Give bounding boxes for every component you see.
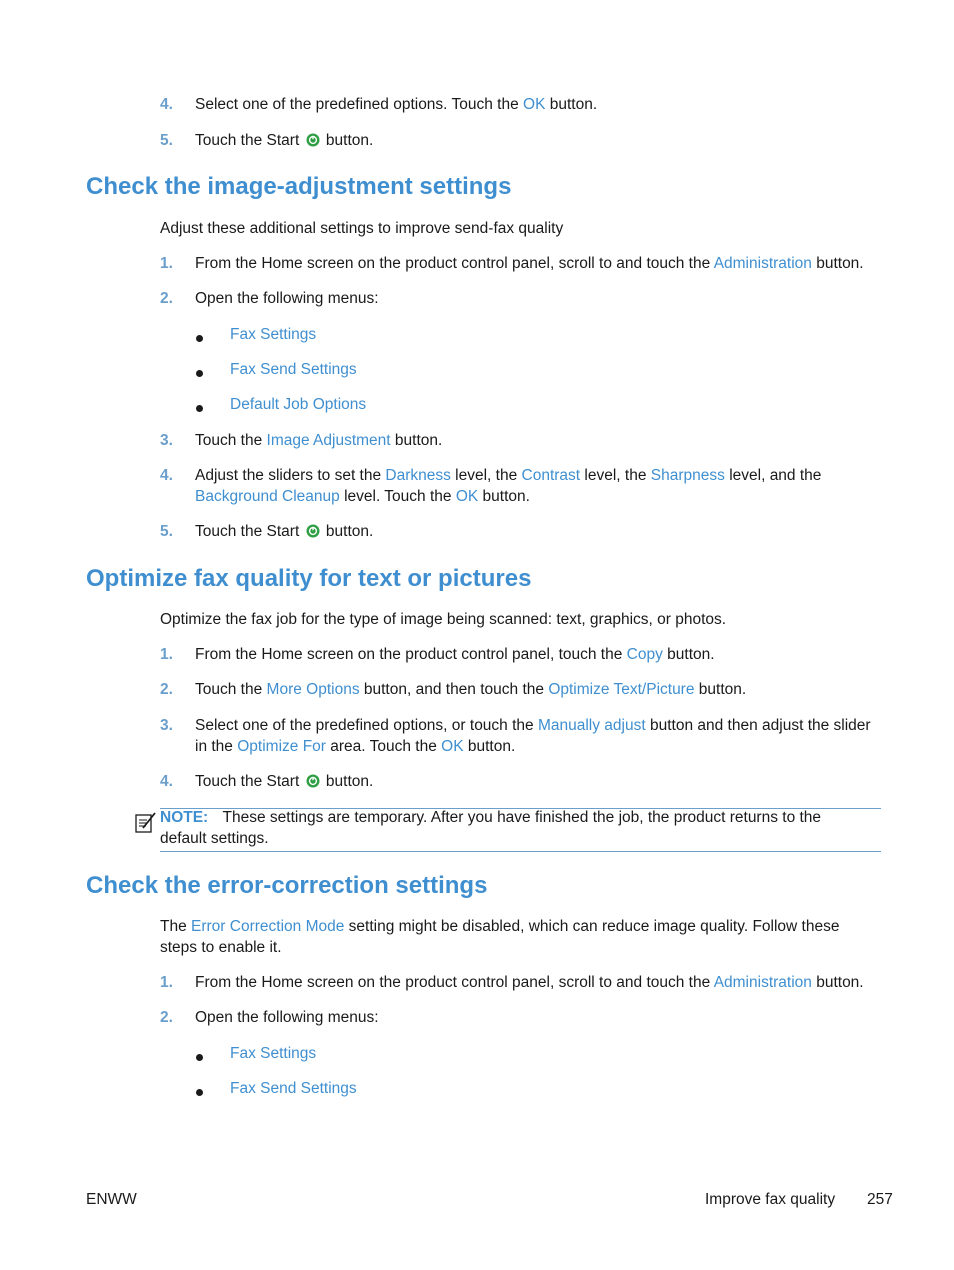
step-text: [195, 521, 373, 542]
menu-item-link[interactable]: Fax Send Settings: [230, 361, 357, 378]
ui-term-link[interactable]: More Options: [266, 681, 360, 698]
step-number: 1.: [160, 255, 173, 272]
text-run: button.: [662, 646, 715, 663]
menu-item-link[interactable]: Fax Send Settings: [230, 1080, 357, 1097]
page-number: 257: [867, 1191, 893, 1208]
note-icon: [134, 810, 158, 839]
ui-term-link[interactable]: OK: [523, 96, 546, 113]
step-text: [195, 972, 864, 993]
text-run: setting might be disabled, which can reduce image quality. Follow these: [344, 918, 840, 935]
step-text-after: button.: [325, 523, 374, 540]
section-intro: Adjust these additional settings to improve send-fax quality: [160, 220, 564, 237]
text-run: button.: [811, 974, 864, 991]
step-text: [195, 465, 821, 486]
note-line: These settings are temporary. After you have finished the job, the product returns to the: [222, 809, 822, 826]
text-run: button.: [390, 432, 443, 449]
footer-section: Improve fax quality: [705, 1191, 836, 1208]
note-label: NOTE:: [160, 809, 209, 826]
step-number: 5.: [160, 523, 173, 540]
text-run: button, and then touch the: [359, 681, 549, 698]
bullet: [196, 1089, 203, 1096]
step-text-before: Touch the Start: [195, 523, 300, 540]
text-run: button.: [811, 255, 864, 272]
text-run: button and then adjust the slider: [645, 717, 871, 734]
note-text: [160, 807, 821, 828]
text-run: Select one of the predefined options, or touch the: [195, 717, 538, 734]
step-text-after: button.: [325, 132, 374, 149]
section-heading: Check the image-adjustment settings: [86, 173, 512, 200]
ui-term-link[interactable]: Copy: [626, 646, 663, 663]
ui-term-link[interactable]: Background Cleanup: [195, 488, 340, 505]
section-intro: [160, 916, 839, 937]
text-run: button.: [694, 681, 747, 698]
section-intro: steps to enable it.: [160, 939, 282, 956]
text-run: level, the: [580, 467, 651, 484]
ui-term-link[interactable]: Darkness: [385, 467, 451, 484]
step-text: [195, 253, 864, 274]
menu-item-link[interactable]: Fax Settings: [230, 1045, 317, 1062]
text-run: area. Touch the: [325, 738, 442, 755]
text-run: in the: [195, 738, 238, 755]
ui-term-link[interactable]: Optimize For: [237, 738, 326, 755]
bullet: [196, 370, 203, 377]
text-run: button.: [545, 96, 598, 113]
step-text: [195, 130, 373, 151]
start-icon: [306, 773, 320, 787]
ui-term-link[interactable]: Error Correction Mode: [191, 918, 345, 935]
bullet: [196, 1054, 203, 1061]
section-intro: Optimize the fax job for the type of image being scanned: text, graphics, or photos.: [160, 611, 727, 628]
text-run: Adjust the sliders to set the: [195, 467, 386, 484]
step-number: 1.: [160, 646, 173, 663]
text-run: From the Home screen on the product control panel, scroll to and touch the: [195, 974, 714, 991]
ui-term-link[interactable]: Sharpness: [650, 467, 725, 484]
step-number: 1.: [160, 974, 173, 991]
start-icon: [306, 132, 320, 146]
step-number: 2.: [160, 290, 173, 307]
step-number: 5.: [160, 132, 173, 149]
step-number: 2.: [160, 1009, 173, 1026]
footer-left: ENWW: [86, 1191, 137, 1208]
step-text: [195, 430, 442, 451]
step-number: 3.: [160, 717, 173, 734]
step-text-before: Touch the Start: [195, 773, 300, 790]
step-number: 4.: [160, 773, 173, 790]
text-run: Touch the: [195, 681, 267, 698]
text-run: Touch the: [195, 432, 267, 449]
step-number: 2.: [160, 681, 173, 698]
step-text: [195, 715, 871, 736]
step-number: 4.: [160, 467, 173, 484]
text-run: button.: [463, 738, 516, 755]
ui-term-link[interactable]: Image Adjustment: [266, 432, 391, 449]
ui-term-link[interactable]: OK: [455, 488, 479, 505]
ui-term-link[interactable]: Administration: [713, 974, 812, 991]
menu-item-link[interactable]: Fax Settings: [230, 326, 317, 343]
ui-term-link[interactable]: Administration: [713, 255, 812, 272]
section-heading: Optimize fax quality for text or pictures: [86, 565, 532, 592]
step-text: [195, 486, 530, 507]
bullet: [196, 405, 203, 412]
step-number: 4.: [160, 96, 173, 113]
text-run: button.: [478, 488, 530, 505]
text-run: level, the: [450, 467, 522, 484]
ui-term-link[interactable]: Manually adjust: [537, 717, 646, 734]
text-run: Select one of the predefined options. Touch the: [195, 96, 524, 113]
step-text: [195, 679, 746, 700]
step-text: Open the following menus:: [195, 1009, 379, 1026]
start-icon: [306, 523, 320, 537]
section-heading: Check the error-correction settings: [86, 872, 488, 899]
ui-term-link[interactable]: Contrast: [521, 467, 581, 484]
menu-item-link[interactable]: Default Job Options: [230, 396, 367, 413]
step-text: Open the following menus:: [195, 290, 379, 307]
ui-term-link[interactable]: Optimize Text/Picture: [548, 681, 695, 698]
step-text-after: button.: [325, 773, 374, 790]
step-text: [195, 771, 373, 792]
ui-term-link[interactable]: OK: [441, 738, 464, 755]
step-text: [195, 736, 515, 757]
step-text: [195, 644, 715, 665]
step-text: [195, 94, 597, 115]
bullet: [196, 335, 203, 342]
note-line: default settings.: [160, 830, 269, 847]
text-run: level, and the: [724, 467, 822, 484]
text-run: The: [160, 918, 192, 935]
step-text-before: Touch the Start: [195, 132, 300, 149]
text-run: From the Home screen on the product control panel, scroll to and touch the: [195, 255, 714, 272]
step-number: 3.: [160, 432, 173, 449]
text-run: From the Home screen on the product control panel, touch the: [195, 646, 627, 663]
text-run: level. Touch the: [339, 488, 456, 505]
